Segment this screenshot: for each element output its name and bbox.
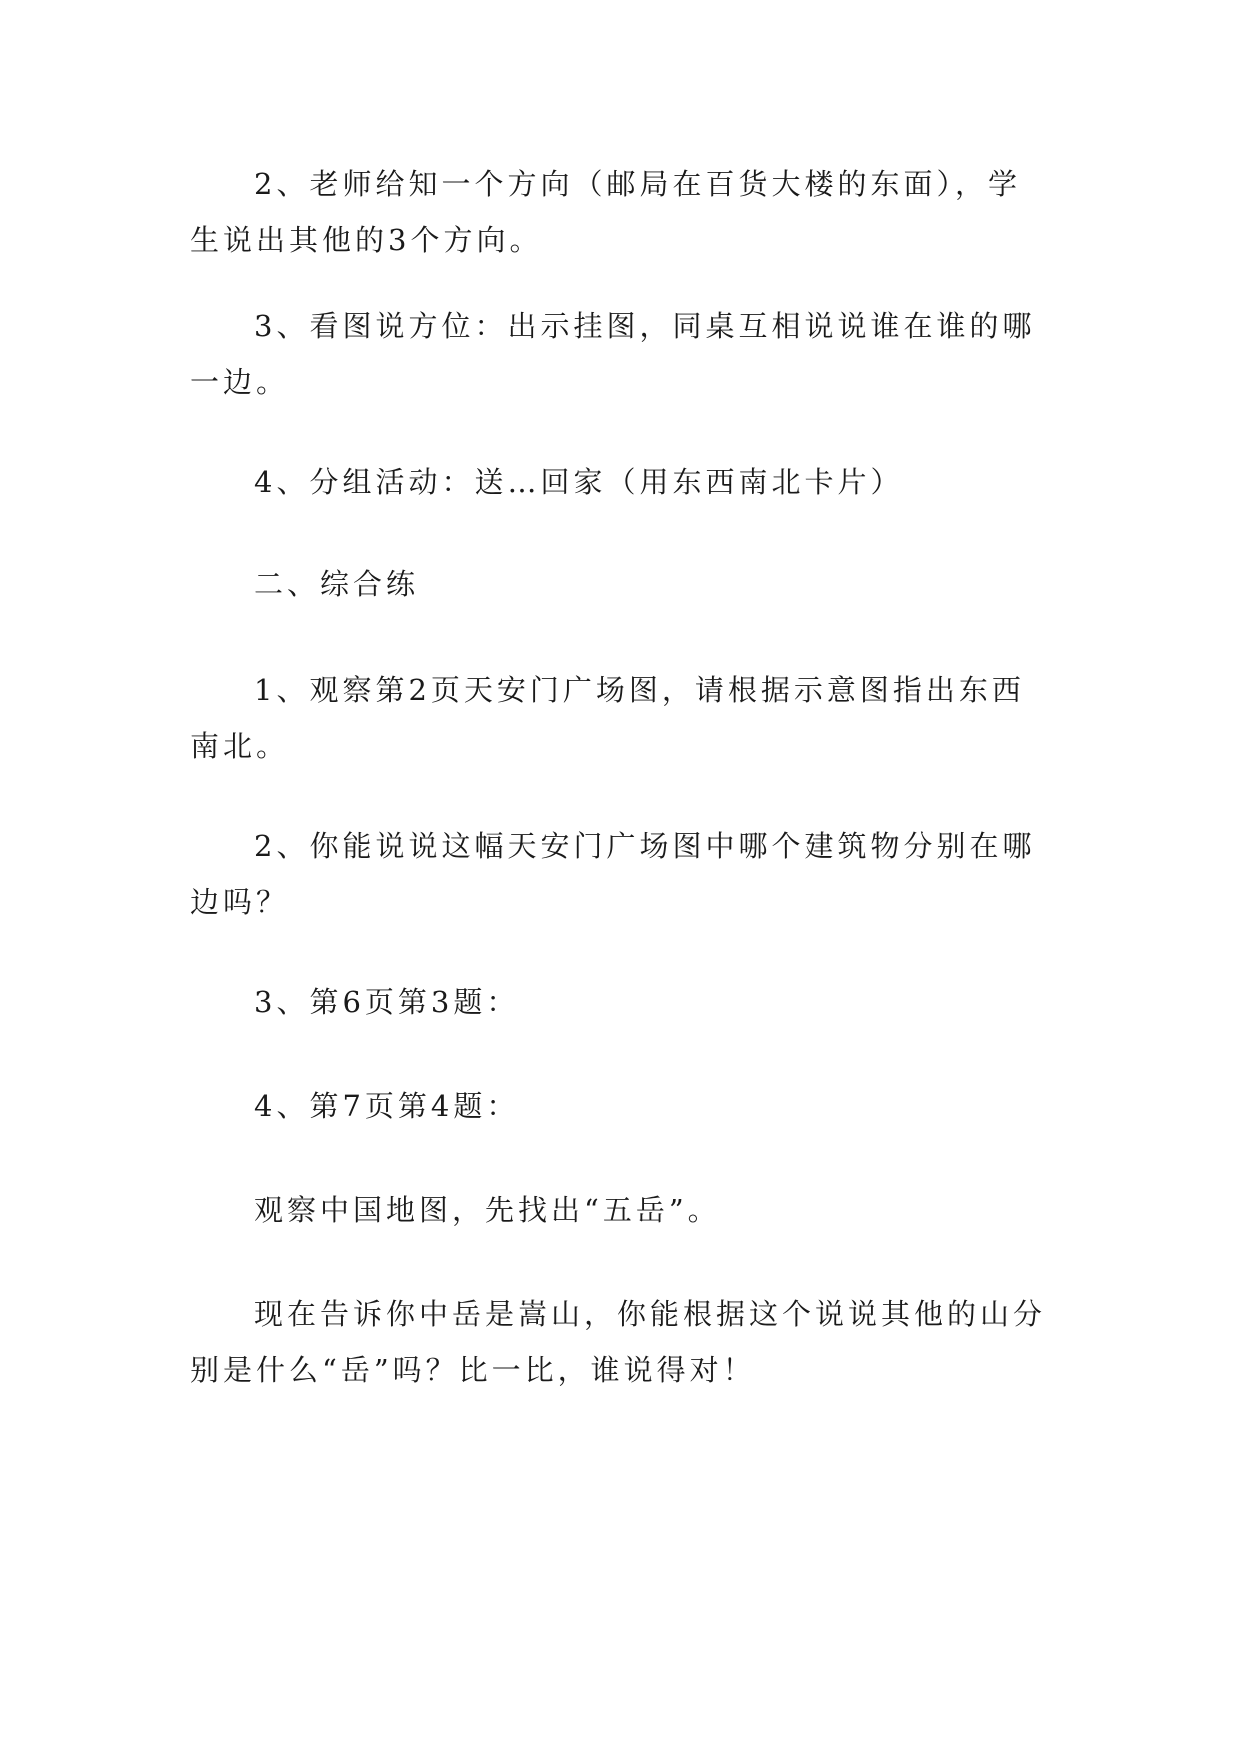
paragraph-china-map: 观察中国地图，先找出“五岳”。: [254, 1193, 721, 1227]
paragraph-group-activity: 4、分组活动：送…回家（用东西南北卡片）: [254, 465, 904, 499]
paragraph-exercise-page6: 3、第6页第3题：: [254, 985, 520, 1019]
paragraph-five-mountains: 现在告诉你中岳是嵩山，你能根据这个说说其他的山分别是什么“岳”吗？比一比，谁说得对！: [190, 1297, 1047, 1387]
paragraph-tiananmen-buildings: 2、你能说说这幅天安门广场图中哪个建筑物分别在哪边吗？: [190, 829, 1036, 919]
section-heading-practice: 二、综合练: [254, 567, 420, 601]
paragraph-direction-exercise: 2、老师给知一个方向（邮局在百货大楼的东面），学生说出其他的3个方向。: [190, 167, 1021, 257]
paragraph-tiananmen-observe: 1、观察第2页天安门广场图，请根据示意图指出东西南北。: [190, 673, 1025, 763]
paragraph-exercise-page7: 4、第7页第4题：: [254, 1089, 520, 1123]
paragraph-picture-directions: 3、看图说方位：出示挂图，同桌互相说说谁在谁的哪一边。: [190, 309, 1036, 399]
